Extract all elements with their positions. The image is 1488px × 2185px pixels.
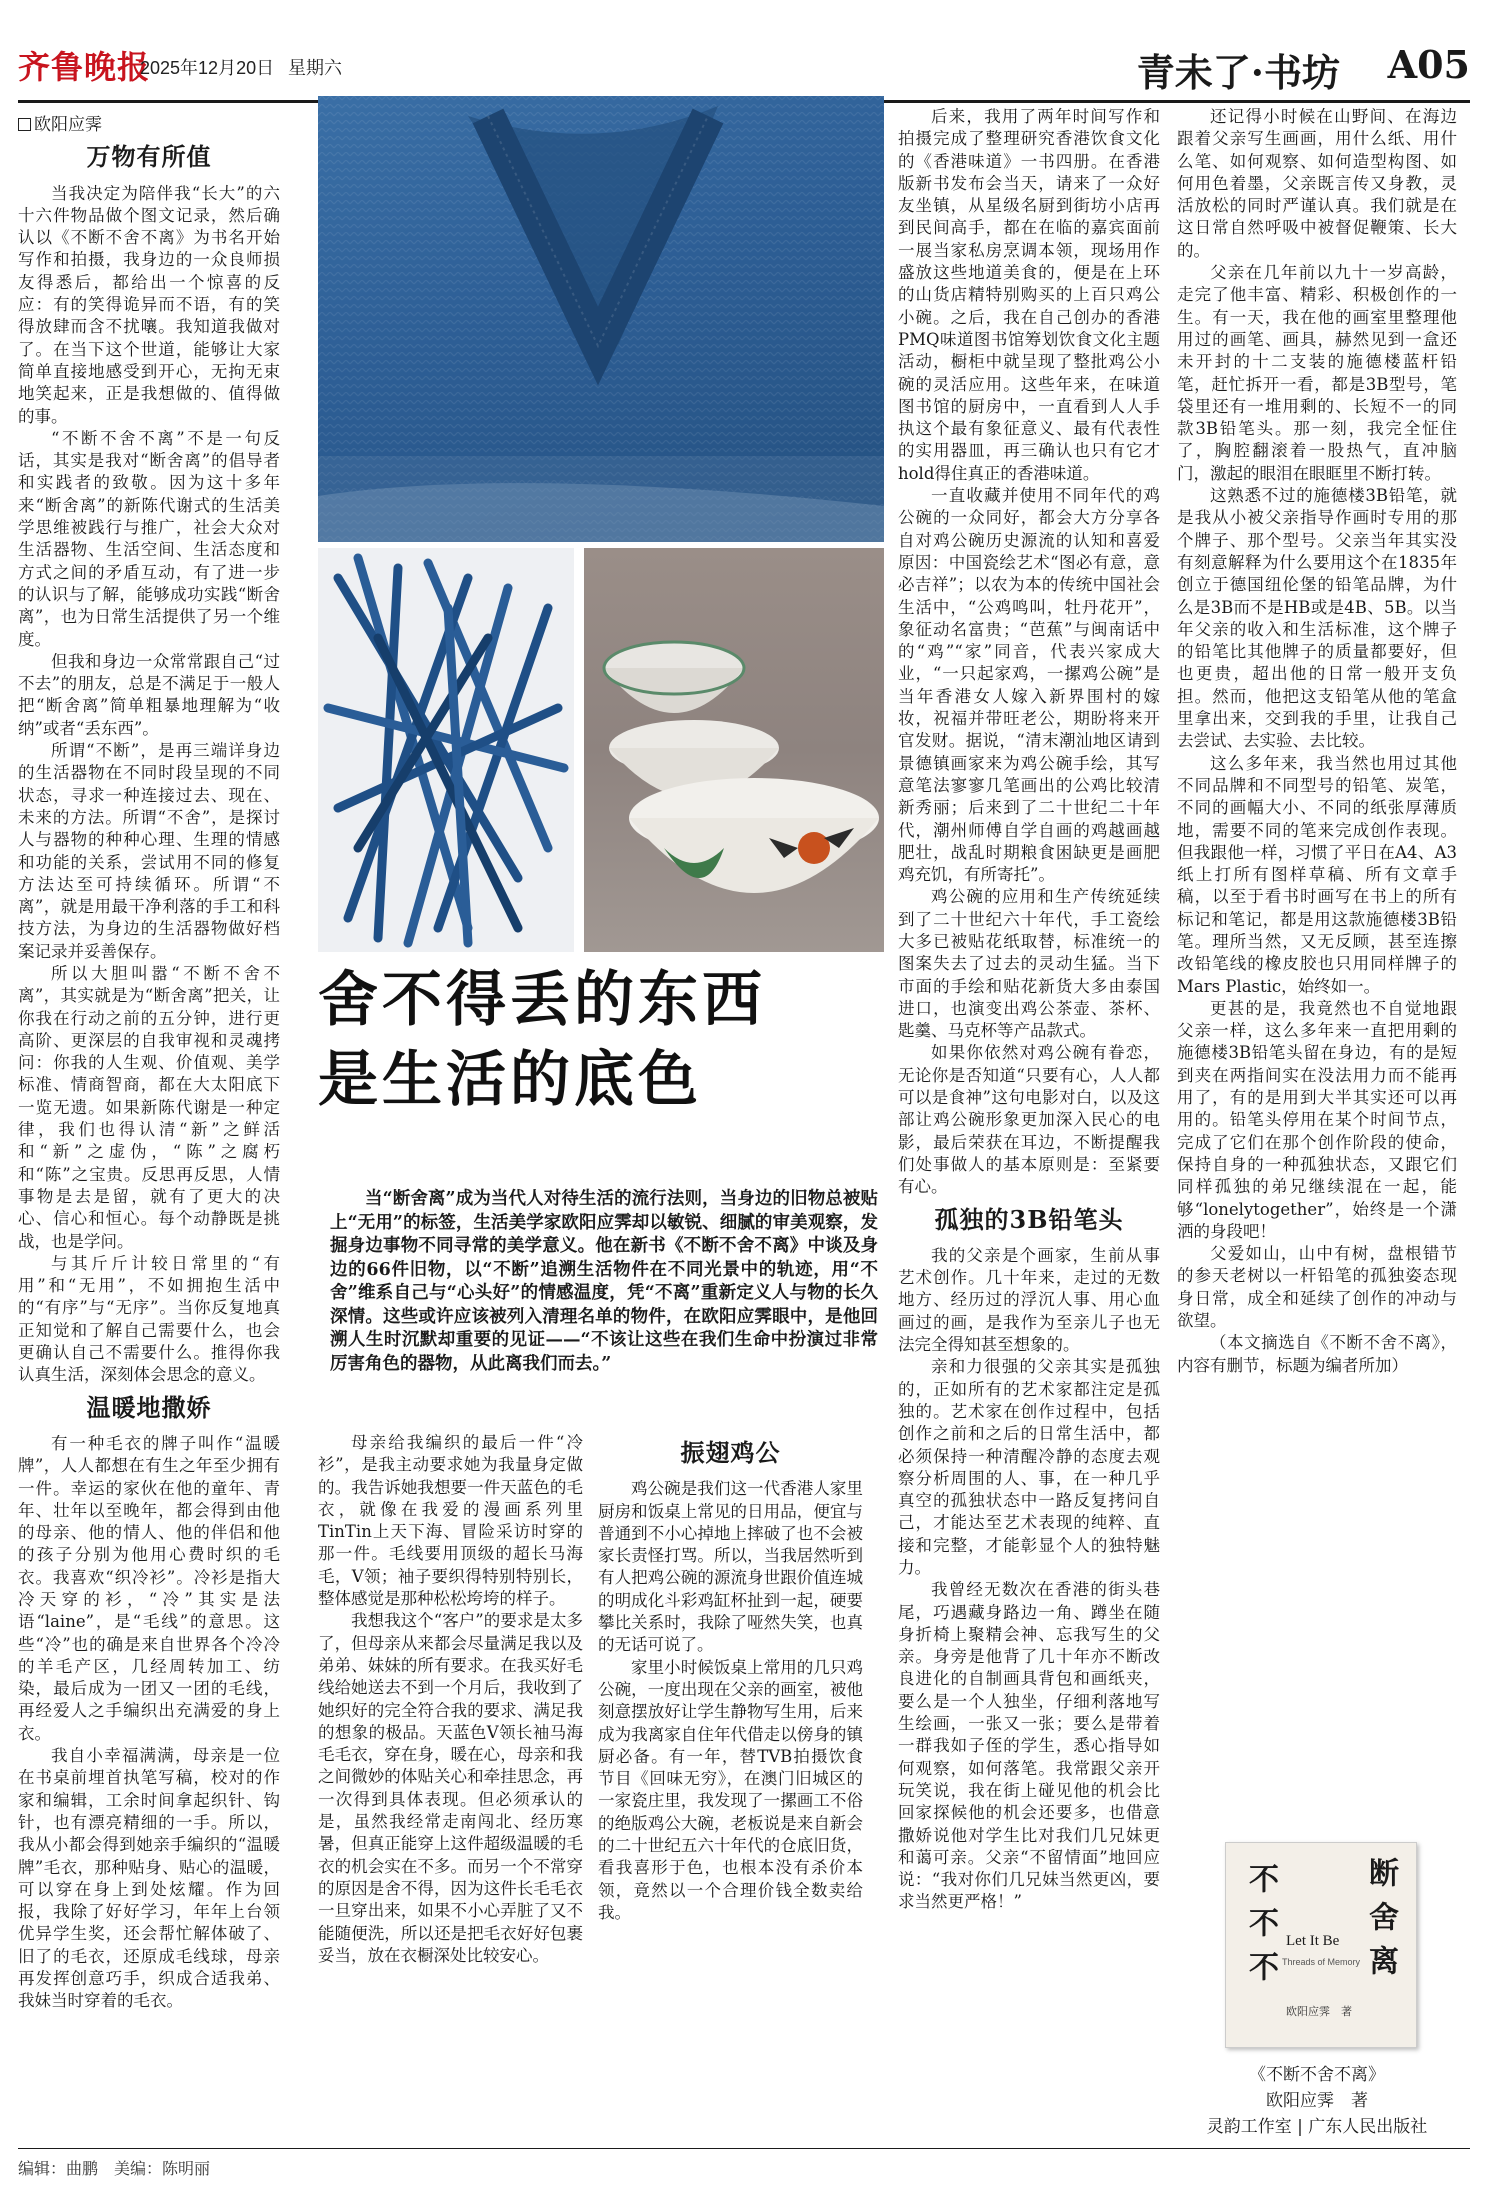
paragraph: 父爱如山，山中有树，盘根错节的参天老树以一杆铅笔的孤独姿态现身日常，成全和延续了创作的冲动与欲望。 [1177,1244,1457,1331]
paragraph: 有一种毛衣的牌子叫作“温暖牌”，人人都想在有生之年至少拥有一件。幸运的家伙在他的童年、青年、壮年以至晚年，都会得到由他的母亲、他的情人、他的伴侣和他的孩子分别为他用心费时织的毛衣。我喜欢“织冷衫”。冷衫是指大冷天穿的衫，“冷”其实是法语“laine”，是“毛线”的意思。这些“冷”也的确是来自世界各个冷冷的羊毛产区，几经周转加工、纺染，最后成为一团又一团的毛线，再经爱人之手编织出充满爱的身上衣。 [18,1433,280,1743]
book-title-vertical-1: 不不不 [1243,1863,1278,1995]
paragraph: 我的父亲是个画家，生前从事艺术创作。几十年来，走过的无数地方、经历过的浮沉人事、用心血画过的画，是我作为至亲儿子也无法完全得知甚至想象的。 [898,1245,1160,1355]
caption-publisher: 灵韵工作室 | 广东人民出版社 [1206,2117,1428,2137]
paragraph: 我自小幸福满满，母亲是一位在书桌前埋首执笔写稿，校对的作家和编辑，工余时间拿起织针、钩针，也有漂亮精细的一手。所以，我从小都会得到她亲手编织的“温暖牌”毛衣，那种贴身、贴心的温暖，可以穿在身上到处炫耀。作为回报，我除了好好学习，年年上台领优异学生奖，还会帮忙解体破了、旧了的毛衣，还原成毛线球，母亲再发挥创意巧手，织成合适我弟、我妹当时穿着的毛衣。 [18,1746,280,2011]
paragraph: 如果你依然对鸡公碗有眷恋，无论你是否知道“只要有心，人人都可以是食神”这句电影对白，以及这部让鸡公碗形象更加深入民心的电影，最后荣获在耳边，不断提醒我们处事做人的基本原则是：至紧要有心。 [898,1043,1160,1197]
paragraph: 还记得小时候在山野间、在海边跟着父亲写生画画，用什么纸、用什么笔、如何观察、如何造型构图、如何用色着墨，父亲既言传又身教，灵活放松的同时严谨认真。我们就是在这日常自然呼吸中被督促鞭策、长大的。 [1177,107,1457,260]
column-3 [598,1432,863,1924]
caption-title: 《不断不舍不离》 [1249,2065,1385,2085]
paragraph: 后来，我用了两年时间写作和拍摄完成了整理研究香港饮食文化的《香港味道》一书四册。在香港版新书发布会当天，请来了一众好友坐镇，从星级名厨到街坊小店再到民间高手，都在在临的嘉宾面前一展当家私房烹调本领，现场用作盛放这些地道美食的，便是在上环的山货店精特别购买的上百只鸡公小碗。之后，我在自己创办的香港PMQ味道图书馆筹划饮食文化主题活动，橱柜中就呈现了整批鸡公小碗的灵活应用。这些年来，在味道图书馆的厨房中，一直看到人人手执这个最有象征意义、最有代表性的实用器皿，再三确认也只有它才hold得住真正的香港味道。 [898,107,1160,483]
book-subtitle-en: Threads of Memory [1282,1957,1361,1967]
lead-paragraph: 当“断舍离”成为当代人对待生活的流行法则，当身边的旧物总被贴上“无用”的标签，生活美学家欧阳应霁却以敏锐、细腻的审美观察，发掘身边事物不同寻常的美学意义。他在新书《不断不舍不离》中谈及身边的66件旧物，以“不断”追溯生活物件在不同光景中的轨迹，用“不舍”维系自己与“心头好”的情感温度，凭“不离”重新定义人与物的长久深情。这些或许应该被列入清理名单的物件，在欧阳应霁眼中，是他回溯人生时沉默却重要的见证——“不该让这些在我们生命中扮演过非常厉害角色的器物，从此离我们而去。” [330,1189,878,1374]
column-1 [18,114,280,2013]
page-header [18,38,1470,98]
sweater-photo [318,96,884,542]
paragraph: 当我决定为陪伴我“长大”的六十六件物品做个图文记录，然后确认以《不断不舍不离》为书名开始写作和拍摄，我身边的一众良师损友得悉后，都给出一个惊喜的反应：有的笑得诡异而不语，有的笑得放肆而含不扰嚷。我知道我做对了。在当下这个世道，能够让大家简单直接地感受到开心，无拘无束地笑起来，正是我想做的、值得做的事。 [18,183,280,426]
paragraph: 这熟悉不过的施德楼3B铅笔，就是我从小被父亲指导作画时专用的那个牌子、那个型号。父亲当年其实没有刻意解释为什么要用这个在1835年创立于德国纽伦堡的铅笔品牌，为什么是3B而不是HB或是4B、5B。以当年父亲的收入和生活标准，这个牌子的铅笔比其他牌子的质量都要好，但也更贵，超出他的日常一般开支负担。然而，他把这支铅笔从他的笔盒里拿出来，交到我的手里，让我自己去尝试、去实验、去比较。 [1177,486,1457,751]
paragraph: 一直收藏并使用不同年代的鸡公碗的一众同好，都会大方分享各自对鸡公碗历史源流的认知和喜爱原因：中国瓷绘艺术“图必有意，意必吉祥”；以农为本的传统中国社会生活中，“公鸡鸣叫，牡丹花开”，象征动名富贵；“芭蕉”与闽南话中的“鸡”“家”同音，代表兴家成大业，“一只起家鸡，一摞鸡公碗”是当年香港女人嫁入新界围村的嫁妆，祝福并带旺老公，期盼将来开官发财。据说，“清末潮汕地区请到景德镇画家来为鸡公碗手绘，其写意笔法寥寥几笔画出的公鸡比较清新秀丽；后来到了二十世纪二十年代，潮州师傅自学自画的鸡越画越肥壮，战乱时期粮食困缺更是画肥鸡充饥，有所寄托”。 [898,486,1160,885]
page-number: A05 [1387,42,1470,87]
issue-date: 2025年12月20日 [140,58,275,78]
paragraph: 但我和身边一众常常跟自己“过不去”的朋友，总是不满足于一般人把“断舍离”简单粗暴地理解为“收纳”或者“丢东西”。 [18,651,280,738]
paragraph: 所以大胆叫嚣“不断不舍不离”，其实就是为“断舍离”把关，让你我在行动之前的五分钟，进行更高阶、更深层的自我审视和灵魂拷问：你我的人生观、价值观、美学标准、情商智商，都在大太阳底下一览无遗。如果新陈代谢是一种定律，我们也得认清“新”之鲜活和“新”之虚伪，“陈”之腐朽和“陈”之宝贵。反思再反思，人情事物是去是留，就有了更大的决心、信心和恒心。每个动静既是挑战，也是学问。 [18,963,280,1251]
subhead-4: 孤独的3B铅笔头 [934,1204,1124,1234]
column-2 [318,1432,583,1967]
paragraph: 家里小时候饭桌上常用的几只鸡公碗，一度出现在父亲的画室，被他刻意摆放好让学生静物写生用，后来成为我离家自住年代借走以傍身的镇厨必备。有一年，替TVB拍摄饮食节目《回味无穷》，在澳门旧城区的一家瓷庄里，我发现了一摞画工不俗的绝版鸡公大碗，老板说是来自新会的二十世纪五六十年代的仓底旧货，看我喜形于色，也根本没有杀价本领，竟然以一个合理价钱全数卖给我。 [598,1657,863,1922]
subhead-3: 振翅鸡公 [680,1438,781,1467]
book-caption [1177,2062,1457,2140]
headline [318,960,878,1120]
pencils-photo [318,548,574,952]
paragraph: 鸡公碗是我们这一代香港人家里厨房和饭桌上常见的日用品，便宜与普通到不小心掉地上摔破了也不会被家长责怪打骂。所以，当我居然听到有人把鸡公碗的源流身世跟价值连城的明成化斗彩鸡缸杯扯到一起，硬要攀比关系时，我除了哑然失笑，也真的无话可说了。 [598,1479,863,1655]
sweater-illustration [318,96,884,542]
book-title-en: Let It Be [1286,1933,1340,1949]
paragraph: 亲和力很强的父亲其实是孤独的，正如所有的艺术家都注定是孤独的。艺术家在创作过程中，包括创作之前和之后的日常生活中，都必须保持一种清醒冷静的态度去观察分析周围的人、事，在一种几乎真空的孤独状态中一路反复拷问自己，才能达至艺术表现的纯粹、直接和完整，才能彰显个人的独特魅力。 [898,1357,1160,1577]
subhead-2: 温暖地撒娇 [86,1392,212,1422]
book-title-vertical-2: 断舍离 [1363,1857,1398,1989]
caption-author: 欧阳应霁 著 [1266,2091,1368,2111]
headline-line-1: 舍不得丢的东西 [318,965,766,1035]
masthead: 齐鲁晚报 [18,48,151,86]
paragraph: 所谓“不断”，是再三端详身边的生活器物在不同时段呈现的不同状态，寻求一种连接过去、现在、未来的方法。所谓“不舍”，是探讨人与器物的种种心理、生理的情感和功能的关系，尝试用不同的修复方法达至可持续循环。所谓“不离”，就是用最干净利落的手工和科技方法，为身边的生活器物做好档案记录并妥善保存。 [18,741,280,961]
paragraph: 这么多年来，我当然也用过其他不同品牌和不同型号的铅笔、炭笔，不同的画幅大小、不同的纸张厚薄质地，需要不同的笔来完成创作表现。但我跟他一样，习惯了平日在A4、A3纸上打所有图样草稿、所有文章手稿，以至于看书时画写在书上的所有标记和笔记，都是用这款施德楼3B铅笔。理所当然，又无反顾，甚至连擦改铅笔线的橡皮胶也只用同样牌子的Mars Plastic，始终如一。 [1177,753,1457,996]
paragraph: 鸡公碗的应用和生产传统延续到了二十世纪六十年代，手工瓷绘大多已被贴花纸取替，标准统一的图案失去了过去的灵动生猛。当下市面的手绘和贴花新货大多由泰国进口，也演变出鸡公茶壶、茶杯、匙羹、马克杯等产品款式。 [898,887,1160,1041]
bowls-illustration [584,548,884,952]
footer-rule [18,2148,1470,2149]
book-author-block: 欧阳应霁 著 [1286,2005,1352,2018]
paragraph: 更甚的是，我竟然也不自觉地跟父亲一样，这么多年来一直把用剩的施德楼3B铅笔头留在身边，有的是短到夹在两指间实在没法用力而不能再用了，有的是用到大半其实还可以再用的。铅笔头停用在某个时间节点，完成了它们在那个创作阶段的使命，保持自身的一种孤独状态，又跟它们同样孤独的弟兄继续混在一起，能够“lonelytogether”，始终是一个潇洒的身段吧！ [1177,998,1457,1241]
column-4 [898,106,1160,1914]
footer-credits: 编辑：曲鹏 美编：陈明丽 [18,2161,211,2178]
paragraph: 母亲给我编织的最后一件“冷衫”，是我主动要求她为我量身定做的。我告诉她我想要一件天蓝色的毛衣，就像在我爱的漫画系列里TinTin上天下海、冒险采访时穿的那一件。毛线要用顶级的超长马海毛，V领；袖子要织得特别特别长，整体感觉是那种松松垮垮的样子。 [318,1433,583,1609]
section-title: 青未了·书坊 [1136,50,1340,95]
issue-weekday: 星期六 [288,58,342,78]
column-5 [1177,106,1457,1377]
byline: 欧阳应霁 [18,114,280,136]
source-note: （本文摘选自《不断不舍不离》，内容有删节，标题为编者所加） [1177,1333,1457,1375]
paragraph: 我曾经无数次在香港的街头巷尾，巧遇藏身路边一角、蹲坐在随身折椅上聚精会神、忘我写生的父亲。身旁是他背了几十年亦不断改良进化的自制画具背包和画纸夹，要么是一个人独坐，仔细利落地写生绘画，一张又一张；要么是带着一群我如子侄的学生，悉心指导如何观察，如何落笔。我常跟父亲开玩笑说，我在街上碰见他的机会比回家探候他的机会还要多，也借意撒娇说他对学生比对我们几兄妹更和蔼可亲。父亲“不留情面”地回应说：“我对你们几兄妹当然更凶，要求当然更严格！” [898,1580,1160,1912]
paragraph: 父亲在几年前以九十一岁高龄，走完了他丰富、精彩、积极创作的一生。有一天，我在他的画室里整理他用过的画笔、画具，赫然见到一盒还未开封的十二支装的施德楼蓝杆铅笔，赶忙拆开一看，都是3B型号，笔袋里还有一堆用剩的、长短不一的同款3B铅笔头。那一刻，我完全怔住了，胸腔翻滚着一股热气，直冲脑门，激起的眼泪在眼眶里不断打转。 [1177,263,1457,483]
paragraph: 我想我这个“客户”的要求是太多了，但母亲从来都会尽量满足我以及弟弟、妹妹的所有要求。在我买好毛线给她送去不到一个月后，我收到了她织好的完全符合我的要求、满足我的想象的极品。天蓝色V领长袖马海毛毛衣，穿在身，暖在心，母亲和我之间微妙的体贴关心和牵挂思念，再一次得到具体表现。但必须承认的是，虽然我经常走南闯北、经历寒暑，但真正能穿上这件超级温暖的毛衣的机会实在不多。而另一个不常穿的原因是舍不得，因为这件长毛毛衣一旦穿出来，如果不小心弄脏了又不能随便洗，所以还是把毛衣好好包裹妥当，放在衣橱深处比较安心。 [318,1611,583,1965]
subhead-1: 万物有所值 [86,142,212,172]
headline-line-2: 是生活的底色 [318,1045,702,1115]
paragraph: 与其斤斤计较日常里的“有用”和“无用”，不如拥抱生活中的“有序”与“无序”。当你反复地真正知觉和了解自己需要什么，也会更确认自己不需要什么。推得你我认真生活，深刻体会思念的意义。 [18,1253,280,1385]
book-cover [1225,1842,1417,2048]
pencils-illustration [318,548,574,952]
bowls-photo [584,548,884,952]
paragraph: “不断不舍不离”不是一句反话，其实是我对“断舍离”的倡导者和实践者的致敬。因为这十多年来“断舍离”的新陈代谢式的生活美学思维被践行与推广，社会大众对生活器物、生活空间、生活态度和方式之间的矛盾互动，有了进一步的认识与了解，能够成功实践“断舍离”，也为日常生活提供了另一个维度。 [18,428,280,649]
